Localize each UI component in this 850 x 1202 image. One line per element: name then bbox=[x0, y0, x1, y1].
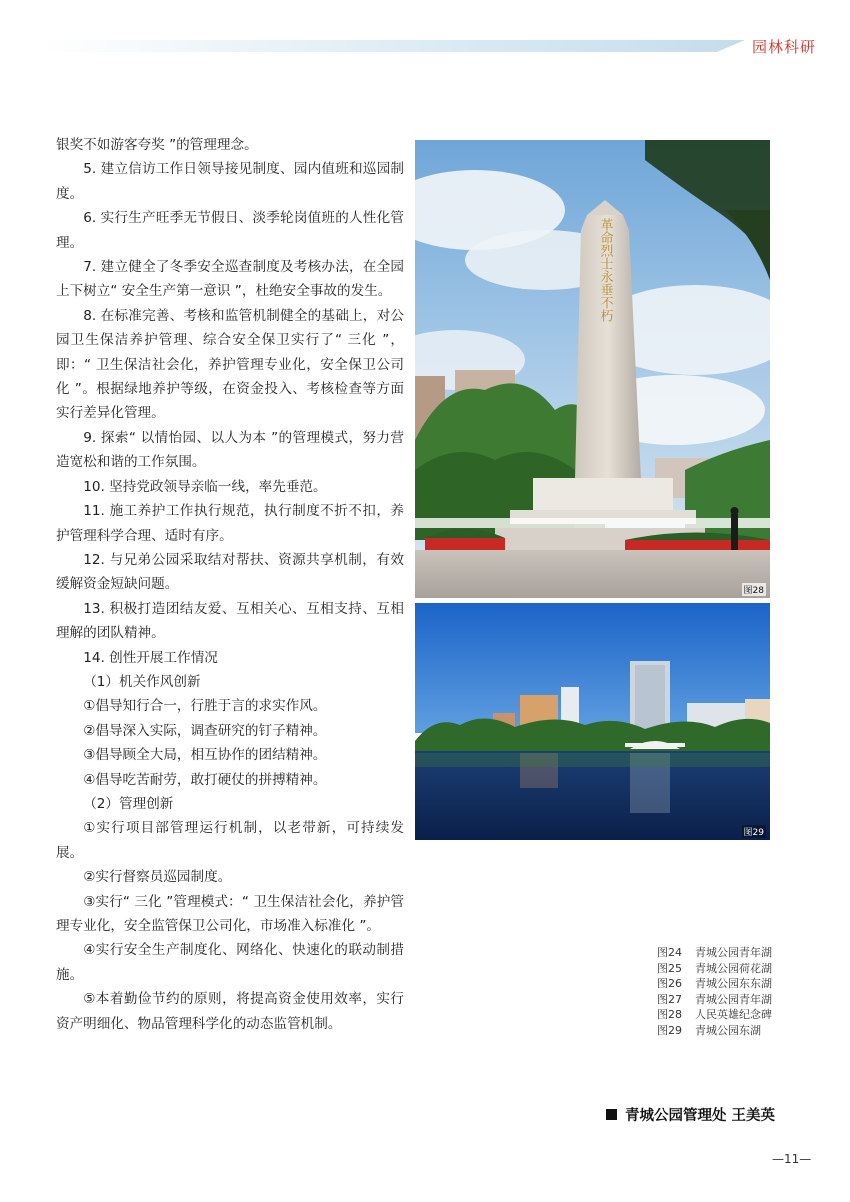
figure-28-label: 图28 bbox=[742, 583, 766, 596]
caption-row bbox=[657, 945, 772, 961]
page-number: —11— bbox=[772, 1152, 812, 1166]
paragraph: ②实行督察员巡园制度。 bbox=[83, 869, 232, 886]
paragraph: 12. 与兄弟公园采取结对帮扶、资源共享机制，有效缓解资金短缺问题。 bbox=[56, 551, 404, 593]
paragraph: 8. 在标准完善、考核和监管机制健全的基础上，对公园卫生保洁养护管理、综合安全保卫实行了“ 三化 ”，即：“ 卫生保洁社会化，养护管理专业化，安全保卫公司化 ”。根据绿地养护等级，在资金投入、考核检查等方面实行差异化管理。 bbox=[56, 307, 404, 422]
caption-number: 图29 bbox=[657, 1023, 682, 1037]
square-bullet-icon bbox=[606, 1109, 617, 1120]
paragraph: 5. 建立信访工作日领导接见制度、园内值班和巡园制度。 bbox=[56, 161, 404, 202]
paragraph: 9. 探索“ 以情怡园、以人为本 ”的管理模式，努力营造宽松和谐的工作氛围。 bbox=[56, 429, 404, 471]
paragraph: 7. 建立健全了冬季安全巡查制度及考核办法，在全园上下树立“ 安全生产第一意识 ”，杜绝安全事故的发生。 bbox=[56, 259, 404, 300]
caption-text: 青城公园东湖 bbox=[695, 1023, 761, 1037]
figure-captions-list bbox=[657, 945, 772, 1039]
paragraph: （1）机关作风创新 bbox=[83, 673, 201, 690]
header-decoration-band bbox=[40, 40, 745, 52]
paragraph: （2）管理创新 bbox=[83, 795, 174, 812]
paragraph: ③倡导顾全大局，相互协作的团结精神。 bbox=[83, 747, 327, 764]
author-name: 青城公园管理处 王美英 bbox=[625, 1108, 776, 1124]
paragraph: ①实行项目部管理运行机制，以老带新，可持续发展。 bbox=[56, 820, 404, 861]
paragraph: ⑤本着勤俭节约的原则，将提高资金使用效率，实行资产明细化、物品管理科学化的动态监管机制。 bbox=[56, 991, 404, 1032]
paragraph: 13. 积极打造团结友爱、互相关心、互相支持、互相理解的团队精神。 bbox=[56, 600, 404, 642]
caption-row bbox=[657, 1023, 772, 1039]
caption-number: 图26 bbox=[657, 977, 682, 991]
article-body bbox=[56, 133, 404, 1036]
caption-row bbox=[657, 961, 772, 977]
caption-number: 图28 bbox=[657, 1008, 682, 1022]
monument-inscription: 革命烈士永垂不朽 bbox=[597, 218, 613, 322]
caption-text: 青城公园青年湖 bbox=[695, 992, 772, 1006]
paragraph: 10. 坚持党政领导亲临一线，率先垂范。 bbox=[83, 478, 327, 495]
paragraph: 银奖不如游客夸奖 ”的管理理念。 bbox=[56, 137, 258, 153]
paragraph: 11. 施工养护工作执行规范，执行制度不折不扣，养护管理科学合理、适时有序。 bbox=[56, 503, 404, 544]
figure-29-label: 图29 bbox=[742, 825, 766, 838]
caption-text: 青城公园东东湖 bbox=[695, 977, 772, 991]
author-line bbox=[606, 1104, 775, 1125]
caption-number: 图24 bbox=[657, 946, 682, 959]
caption-row bbox=[657, 976, 772, 992]
paragraph: ①倡导知行合一，行胜于言的求实作风。 bbox=[83, 698, 327, 715]
journal-section-title: 园林科研 bbox=[752, 38, 817, 56]
paragraph: 6. 实行生产旺季无节假日、淡季轮岗值班的人性化管理。 bbox=[56, 210, 404, 251]
caption-number: 图25 bbox=[657, 961, 682, 975]
paragraph: ④倡导吃苦耐劳，敢打硬仗的拼搏精神。 bbox=[83, 771, 327, 788]
caption-text: 人民英雄纪念碑 bbox=[695, 1008, 772, 1022]
caption-row bbox=[657, 1007, 772, 1023]
paragraph: ③实行“ 三化 ”管理模式：“ 卫生保洁社会化，养护管理专业化，安全监管保卫公司化，市场准入标准化 ”。 bbox=[56, 893, 404, 934]
caption-row bbox=[657, 992, 772, 1008]
caption-number: 图27 bbox=[657, 992, 682, 1006]
caption-text: 青城公园青年湖 bbox=[695, 946, 772, 959]
photo-monument bbox=[415, 140, 770, 598]
photo-lake bbox=[415, 603, 770, 840]
caption-text: 青城公园荷花湖 bbox=[695, 961, 772, 975]
paragraph: 14. 创性开展工作情况 bbox=[83, 649, 218, 666]
paragraph: ②倡导深入实际，调查研究的钉子精神。 bbox=[83, 722, 327, 739]
paragraph: ④实行安全生产制度化、网络化、快速化的联动制措施。 bbox=[56, 942, 404, 983]
